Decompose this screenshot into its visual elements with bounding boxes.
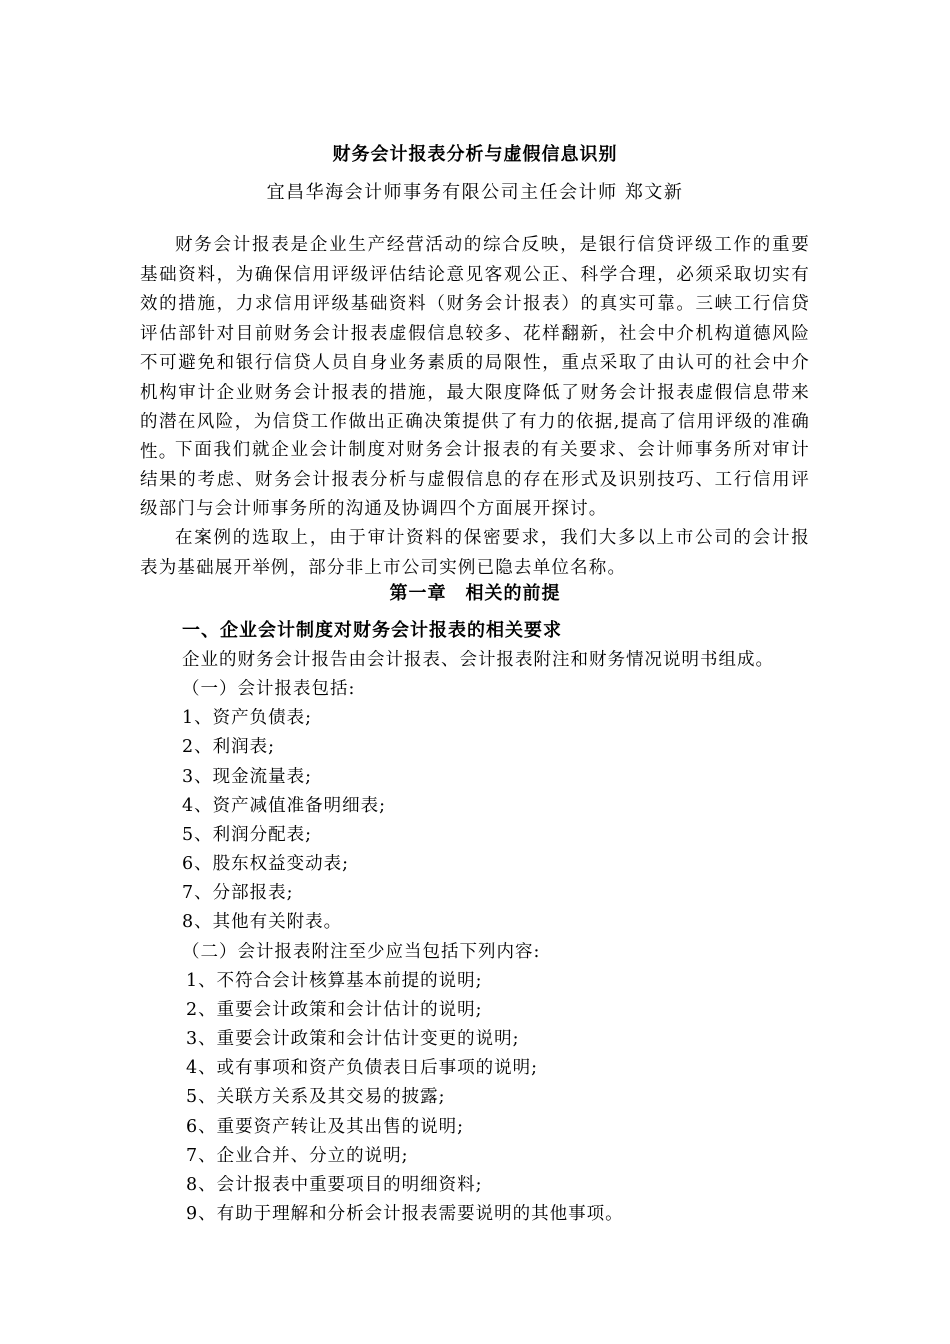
chapter-heading: 第一章 相关的前提 bbox=[389, 583, 561, 604]
list-item: 2、重要会计政策和会计估计的说明; bbox=[186, 999, 483, 1020]
document-title: 财务会计报表分析与虚假信息识别 bbox=[332, 144, 618, 165]
list-item: 7、分部报表; bbox=[182, 883, 294, 904]
list-item: （一）会计报表包括: bbox=[182, 679, 356, 700]
intro-paragraph-3-text: 在案例的选取上，由于审计资料的保密要求，我们大多以上市公司的会计报表为基础展开举例，部分非上市公司实例已隐去单位名称。 bbox=[140, 528, 810, 578]
list-item: 8、会计报表中重要项目的明细资料; bbox=[186, 1174, 483, 1195]
section-heading: 一、企业会计制度对财务会计报表的相关要求 bbox=[182, 620, 562, 641]
list-item: 3、现金流量表; bbox=[182, 766, 313, 787]
intro-paragraph-1 bbox=[140, 231, 810, 467]
list-item: 1、资产负债表; bbox=[182, 708, 313, 729]
list-item: 5、关联方关系及其交易的披露; bbox=[186, 1087, 446, 1108]
list-item: 3、重要会计政策和会计估计变更的说明; bbox=[186, 1029, 520, 1050]
list-item: 6、股东权益变动表; bbox=[182, 854, 350, 875]
list-item: 5、利润分配表; bbox=[182, 824, 313, 845]
intro-paragraph-1-text: 财务会计报表是企业生产经营活动的综合反映，是银行信贷评级工作的重要基础资料，为确保信用评级评估结论意见客观公正、科学合理，必须采取切实有效的措施，力求信用评级基础资料（财务会计报表）的真实可靠。三峡工行信贷评估部针对目前财务会计报表虚假信息较多、花样翻新，社会中介机构道德风险不可避免和银行信贷人员自身业务素质的局限性，重点采取了由认可的社会中介机构审计企业财务会计报表的措施，最大限度降低了财务会计报表虚假信息带来的潜在风险，为信贷工作做出正确决策提供了有力的依据,提高了信用评级的准确性。 bbox=[140, 235, 810, 462]
intro-paragraph-3 bbox=[140, 524, 810, 583]
list-item: 4、或有事项和资产负债表日后事项的说明; bbox=[186, 1058, 539, 1079]
list-item: （二）会计报表附注至少应当包括下列内容: bbox=[182, 941, 541, 962]
list-item: 企业的财务会计报告由会计报表、会计报表附注和财务情况说明书组成。 bbox=[182, 650, 774, 670]
list-item: 9、有助于理解和分析会计报表需要说明的其他事项。 bbox=[186, 1203, 624, 1224]
requirements-list bbox=[182, 646, 822, 1229]
list-item: 2、利润表; bbox=[182, 737, 276, 758]
list-item: 1、不符合会计核算基本前提的说明; bbox=[186, 970, 483, 991]
intro-paragraph-2-text: 下面我们就企业会计制度对财务会计报表的有关要求、会计师事务所对审计结果的考虑、财务会计报表分析与虚假信息的存在形式及识别技巧、工行信用评级部门与会计师事务所的沟通及协调四个方面展开探讨。 bbox=[140, 440, 810, 519]
list-item: 4、资产减值准备明细表; bbox=[182, 795, 387, 816]
list-item: 6、重要资产转让及其出售的说明; bbox=[186, 1116, 465, 1137]
intro-paragraph-2 bbox=[140, 436, 810, 525]
author-line: 宜昌华海会计师事务有限公司主任会计师 郑文新 bbox=[266, 182, 684, 203]
list-item: 8、其他有关附表。 bbox=[182, 912, 343, 933]
list-item: 7、企业合并、分立的说明; bbox=[186, 1145, 409, 1166]
